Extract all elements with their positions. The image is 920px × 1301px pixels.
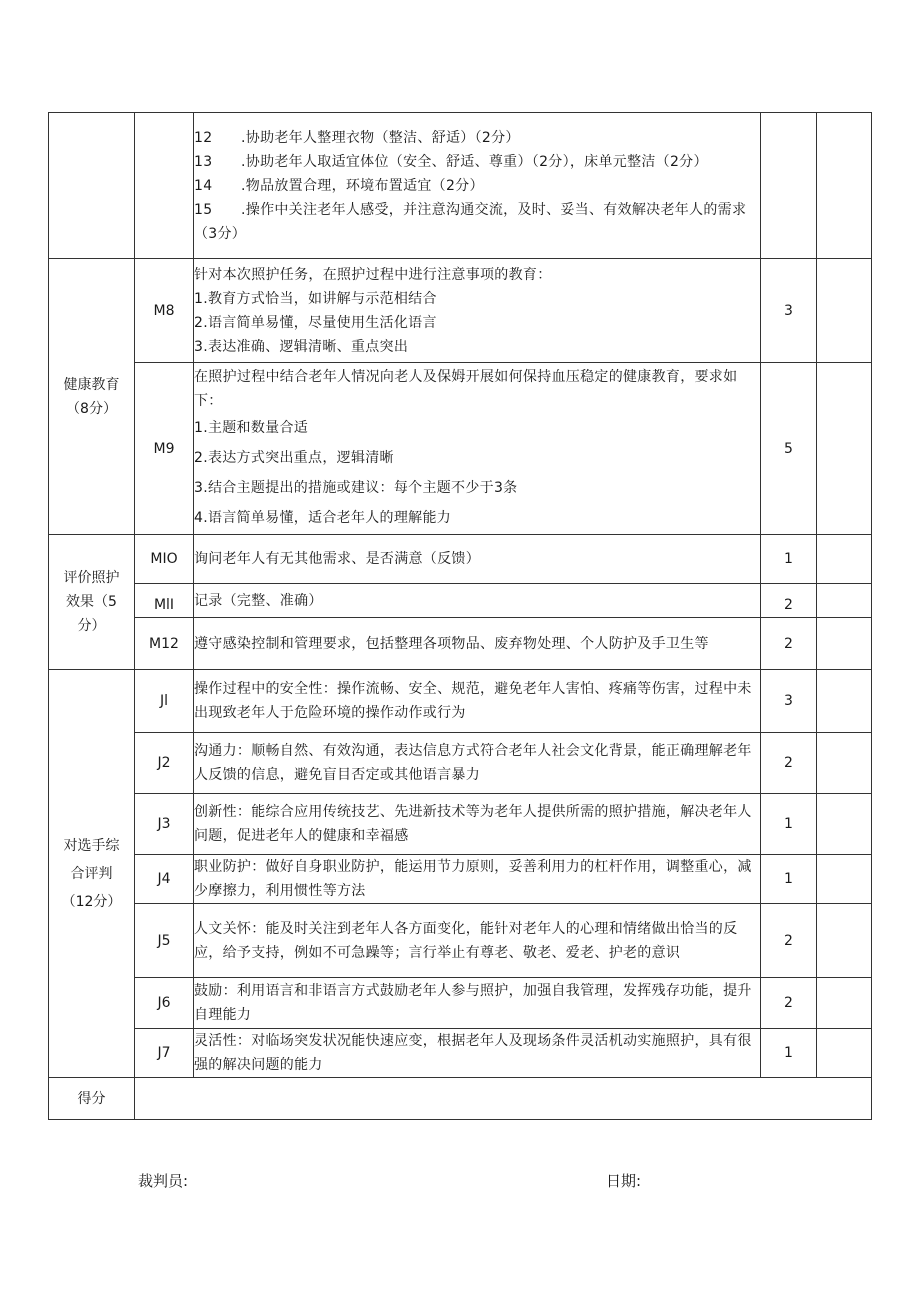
item-points: 1 bbox=[761, 855, 817, 904]
item-code: MIO bbox=[135, 535, 194, 584]
criteria-cell: 记录（完整、准确） bbox=[194, 584, 761, 618]
item-points: 3 bbox=[761, 670, 817, 733]
item-code: J3 bbox=[135, 794, 194, 855]
score-cell bbox=[817, 259, 872, 363]
scoring-table bbox=[48, 112, 872, 1120]
criteria-cell: 沟通力：顺畅自然、有效沟通，表达信息方式符合老年人社会文化背景，能正确理解老年人反馈的信息，避免盲目否定或其他语言暴力 bbox=[194, 733, 761, 794]
item-code: M8 bbox=[135, 259, 194, 363]
item-code: MlI bbox=[135, 584, 194, 618]
score-cell bbox=[817, 618, 872, 670]
item-code: J7 bbox=[135, 1029, 194, 1078]
criteria-cell: 询问老年人有无其他需求、是否满意（反馈） bbox=[194, 535, 761, 584]
criteria-line: 13 .协助老年人取适宜体位（安全、舒适、尊重）（2分），床单元整洁（2分） bbox=[194, 153, 708, 170]
table-row bbox=[49, 1029, 872, 1078]
table-row bbox=[49, 733, 872, 794]
criteria-line: 14 .物品放置合理，环境布置适宜（2分） bbox=[194, 177, 484, 194]
score-cell bbox=[817, 733, 872, 794]
criteria-cell: 职业防护：做好自身职业防护，能运用节力原则，妥善利用力的杠杆作用，调整重心，减少摩擦力，利用惯性等方法 bbox=[194, 855, 761, 904]
score-cell bbox=[817, 904, 872, 978]
table-row bbox=[49, 113, 872, 259]
total-score-label: 得分 bbox=[49, 1078, 135, 1120]
item-points: 2 bbox=[761, 904, 817, 978]
criteria-cell: 遵守感染控制和管理要求，包括整理各项物品、废弃物处理、个人防护及手卫生等 bbox=[194, 618, 761, 670]
item-code: J2 bbox=[135, 733, 194, 794]
table-row bbox=[49, 259, 872, 363]
item-code: Jl bbox=[135, 670, 194, 733]
item-code: M12 bbox=[135, 618, 194, 670]
category-cell-empty bbox=[49, 113, 135, 259]
date-label: 日期: bbox=[606, 1172, 642, 1190]
item-code: J6 bbox=[135, 978, 194, 1029]
criteria-cell: 操作过程中的安全性：操作流畅、安全、规范，避免老年人害怕、疼痛等伤害，过程中未出现致老年人于危险环境的操作动作或行为 bbox=[194, 670, 761, 733]
item-points: 2 bbox=[761, 978, 817, 1029]
criteria-cell: 在照护过程中结合老年人情况向老人及保姆开展如何保持血压稳定的健康教育，要求如下： 1.主题和数量合适 2.表达方式突出重点，逻辑清晰 3.结合主题提出的措施或建议：每个主题不少于3条 4.语言简单易懂，适合老年人的理解能力 bbox=[194, 363, 761, 535]
table-row bbox=[49, 618, 872, 670]
category-overall-judgement: 对选手综 合评判 （12分） bbox=[49, 670, 135, 1078]
item-points: 5 bbox=[761, 363, 817, 535]
criteria-cell: 鼓励：利用语言和非语言方式鼓励老年人参与照护，加强自我管理，发挥残存功能，提升自理能力 bbox=[194, 978, 761, 1029]
criteria-line: 12 .协助老年人整理衣物（整洁、舒适）（2分） bbox=[194, 129, 520, 146]
points-cell-empty bbox=[761, 113, 817, 259]
item-points: 2 bbox=[761, 733, 817, 794]
score-cell bbox=[817, 363, 872, 535]
score-cell bbox=[817, 670, 872, 733]
table-row bbox=[49, 794, 872, 855]
criteria-cell: 人文关怀：能及时关注到老年人各方面变化，能针对老年人的心理和情绪做出恰当的反应，给予支持，例如不可急躁等；言行举止有尊老、敬老、爱老、护老的意识 bbox=[194, 904, 761, 978]
item-code: J5 bbox=[135, 904, 194, 978]
item-points: 1 bbox=[761, 535, 817, 584]
criteria-line: 15 .操作中关注老年人感受，并注意沟通交流，及时、妥当、有效解决老年人的需求（3分） bbox=[194, 201, 747, 242]
item-points: 2 bbox=[761, 584, 817, 618]
item-code: J4 bbox=[135, 855, 194, 904]
score-cell bbox=[817, 535, 872, 584]
item-code: M9 bbox=[135, 363, 194, 535]
table-row bbox=[49, 535, 872, 584]
category-evaluate-care: 评价照护 效果（5 分） bbox=[49, 535, 135, 670]
total-score-row bbox=[49, 1078, 872, 1120]
item-points: 3 bbox=[761, 259, 817, 363]
table-row bbox=[49, 584, 872, 618]
item-points: 1 bbox=[761, 1029, 817, 1078]
criteria-cell: 灵活性：对临场突发状况能快速应变，根据老年人及现场条件灵活机动实施照护，具有很强的解决问题的能力 bbox=[194, 1029, 761, 1078]
table-row bbox=[49, 363, 872, 535]
criteria-cell: 针对本次照护任务，在照护过程中进行注意事项的教育： 1.教育方式恰当，如讲解与示范相结合 2.语言简单易懂，尽量使用生活化语言 3.表达准确、逻辑清晰、重点突出 bbox=[194, 259, 761, 363]
category-health-education: 健康教育 （8分） bbox=[49, 259, 135, 535]
item-points: 1 bbox=[761, 794, 817, 855]
criteria-cell bbox=[194, 113, 761, 259]
total-score-value[interactable] bbox=[135, 1078, 872, 1120]
score-cell bbox=[817, 1029, 872, 1078]
score-cell bbox=[817, 978, 872, 1029]
score-cell bbox=[817, 584, 872, 618]
table-row bbox=[49, 670, 872, 733]
judge-signature-label: 裁判员: bbox=[138, 1172, 189, 1190]
table-row bbox=[49, 904, 872, 978]
item-points: 2 bbox=[761, 618, 817, 670]
code-cell-empty bbox=[135, 113, 194, 259]
score-cell bbox=[817, 794, 872, 855]
criteria-cell: 创新性：能综合应用传统技艺、先进新技术等为老年人提供所需的照护措施，解决老年人问题，促进老年人的健康和幸福感 bbox=[194, 794, 761, 855]
score-cell bbox=[817, 113, 872, 259]
table-row bbox=[49, 978, 872, 1029]
score-cell bbox=[817, 855, 872, 904]
table-row bbox=[49, 855, 872, 904]
